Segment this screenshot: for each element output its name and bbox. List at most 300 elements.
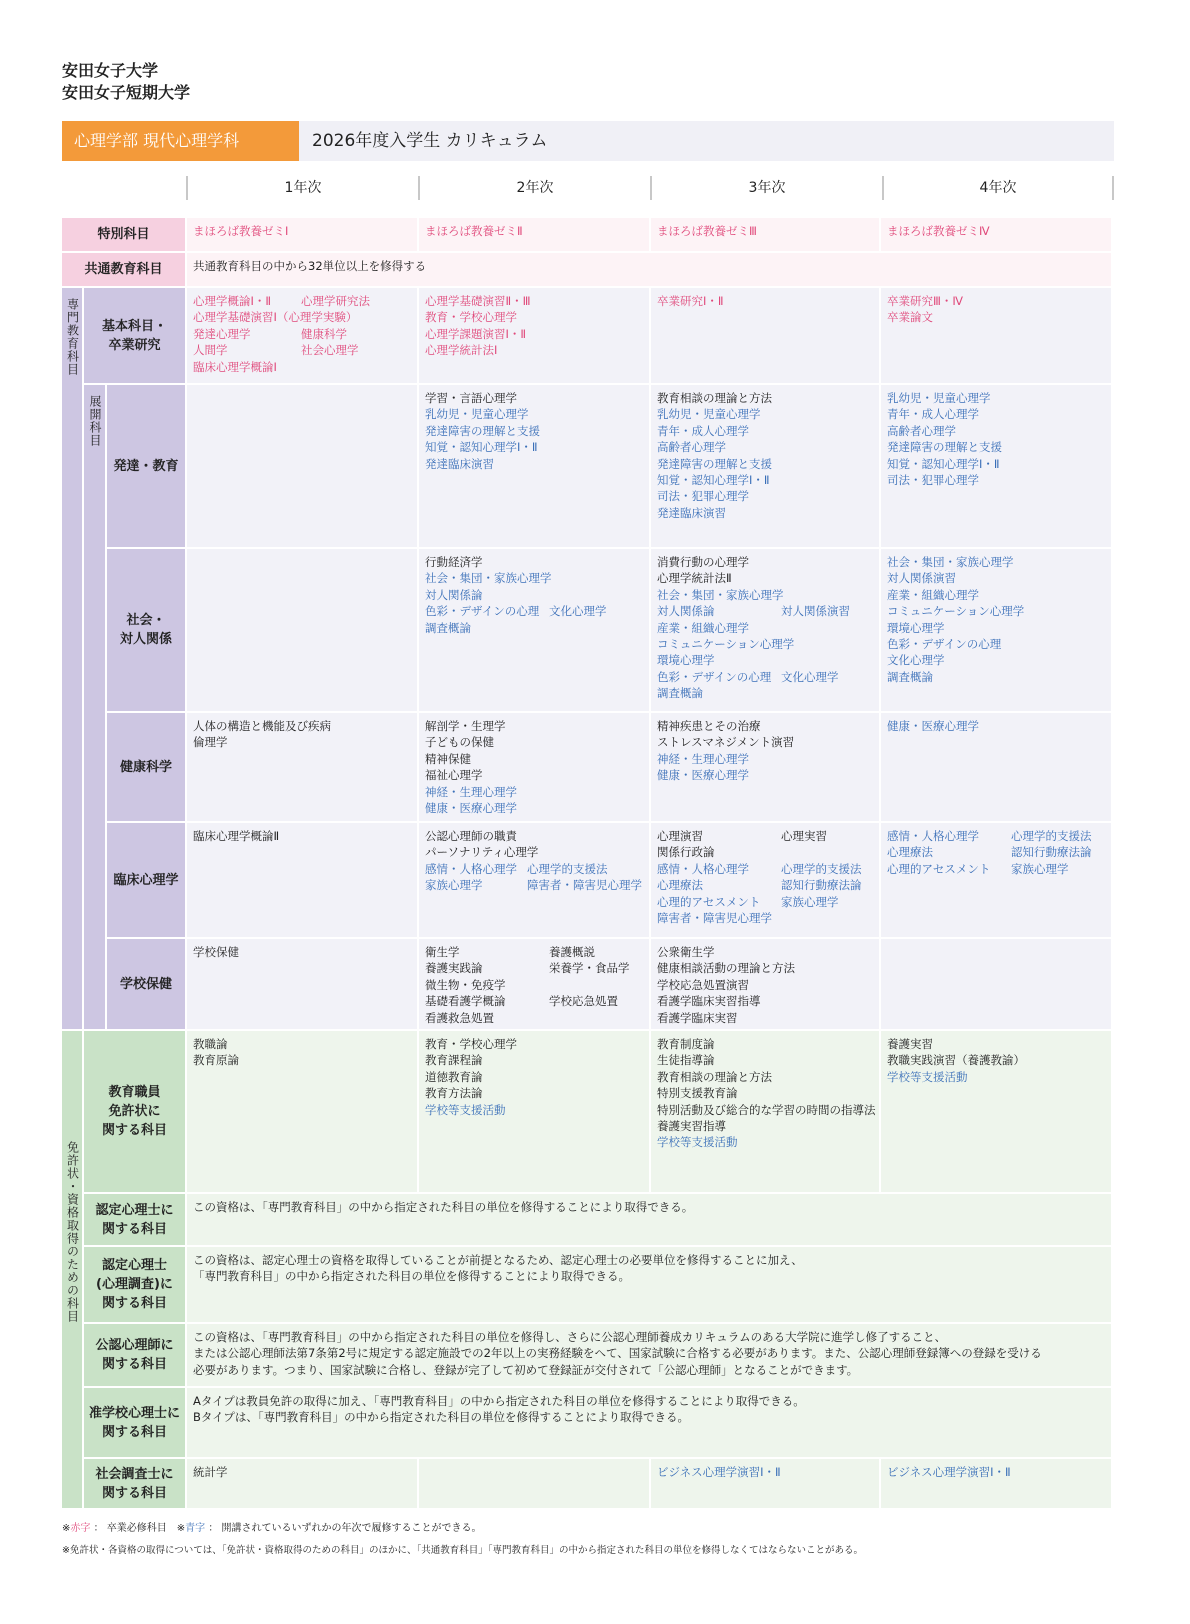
course-line bbox=[193, 1464, 411, 1480]
course-line bbox=[425, 767, 643, 783]
course-line bbox=[193, 1052, 411, 1068]
course-name: 養護概説 bbox=[549, 945, 595, 959]
course-line bbox=[657, 587, 873, 603]
course-name: 教育相談の理論と方法 bbox=[657, 391, 772, 405]
course-name: 教育方法論 bbox=[425, 1086, 483, 1101]
course-name: 発達臨床演習 bbox=[425, 456, 494, 471]
course-name: 調査概論 bbox=[887, 669, 933, 684]
course-line bbox=[657, 751, 873, 767]
course-name: 対人関係演習 bbox=[781, 604, 850, 619]
course-line bbox=[887, 423, 1105, 439]
course-line bbox=[657, 718, 873, 734]
course-line bbox=[425, 406, 643, 422]
label-license: 免許状・資格取得のための科目 bbox=[62, 1031, 82, 1508]
course-line bbox=[425, 554, 643, 570]
cert-psych-desc: この資格は、「専門教育科目」の中から指定された科目の単位を修得することにより取得できる。 bbox=[193, 1200, 694, 1214]
course-name: 消費行動の心理学 bbox=[657, 555, 749, 569]
legend-note bbox=[62, 1519, 482, 1534]
social-survey-year3-cell bbox=[651, 1459, 879, 1508]
course-name: 産業・組織心理学 bbox=[887, 587, 979, 602]
social-year3-cell bbox=[651, 549, 879, 711]
course-name: 色彩・デザインの心理 bbox=[425, 604, 540, 619]
course-line bbox=[657, 223, 873, 239]
course-name: 統計学 bbox=[193, 1465, 228, 1479]
course-line bbox=[425, 828, 643, 844]
course-name: 心理学概論Ⅰ・Ⅱ bbox=[193, 294, 272, 308]
course-name: 色彩・デザインの心理 bbox=[887, 636, 1002, 651]
course-line bbox=[657, 439, 873, 455]
course-line bbox=[425, 977, 643, 993]
course-name: 公認心理師の職責 bbox=[425, 829, 517, 843]
course-line bbox=[425, 342, 643, 358]
course-name: 対人関係演習 bbox=[887, 571, 956, 586]
course-line bbox=[425, 309, 643, 325]
course-name: 養護実習指導 bbox=[657, 1118, 726, 1133]
label-cert-psych-survey: 認定心理士 (心理調査)に 関する科目 bbox=[84, 1247, 185, 1322]
course-name: 対人関係論 bbox=[425, 587, 483, 602]
course-name: コミュニケーション心理学 bbox=[657, 636, 795, 651]
course-line bbox=[657, 767, 873, 783]
clinical-year4-cell bbox=[881, 823, 1111, 937]
course-name: 学校等支援活動 bbox=[425, 1102, 506, 1117]
course-line bbox=[425, 718, 643, 734]
health-year1-cell bbox=[187, 713, 417, 821]
course-name: 発達臨床演習 bbox=[657, 505, 726, 520]
course-name: 学校保健 bbox=[193, 945, 239, 959]
course-name: 社会心理学 bbox=[301, 343, 359, 358]
course-name: 看護学臨床実習指導 bbox=[657, 994, 761, 1009]
course-line bbox=[657, 960, 873, 976]
course-name: 乳幼児・児童心理学 bbox=[887, 391, 991, 405]
course-line bbox=[657, 977, 873, 993]
course-line bbox=[657, 1010, 873, 1026]
course-line bbox=[657, 488, 873, 504]
course-line bbox=[425, 1102, 643, 1118]
course-name: 卒業研究Ⅲ・Ⅳ bbox=[887, 294, 964, 308]
public-psych-text bbox=[187, 1324, 1111, 1386]
course-name: 教育原論 bbox=[193, 1053, 239, 1068]
course-name: 心理学課題演習Ⅰ・Ⅱ bbox=[425, 326, 527, 341]
course-name: 人間学 bbox=[193, 343, 228, 358]
year-1: 1年次 bbox=[186, 176, 418, 200]
course-name: 栄養学・食品学 bbox=[549, 961, 630, 976]
course-name: 対人関係論 bbox=[657, 604, 715, 619]
course-name: 教育・学校心理学 bbox=[425, 1037, 517, 1051]
course-line bbox=[193, 223, 411, 239]
course-name: 学校応急処置 bbox=[549, 994, 618, 1009]
course-name: 公衆衛生学 bbox=[657, 945, 715, 959]
course-name: 卒業研究Ⅰ・Ⅱ bbox=[657, 294, 724, 308]
course-name: 心理実習 bbox=[781, 829, 827, 843]
course-name: 障害者・障害児心理学 bbox=[657, 910, 772, 925]
clinical-year3-cell bbox=[651, 823, 879, 937]
course-name: 心理学的支援法 bbox=[527, 861, 608, 876]
department-title: 心理学部 現代心理学科 bbox=[62, 121, 299, 161]
course-name: 倫理学 bbox=[193, 735, 228, 750]
course-name: 人体の構造と機能及び疾病 bbox=[193, 719, 331, 733]
course-line bbox=[657, 554, 873, 570]
course-line bbox=[657, 993, 873, 1009]
course-line bbox=[193, 828, 411, 844]
course-line bbox=[657, 828, 873, 844]
basic-year1-cell bbox=[187, 288, 417, 383]
license-note: ※免許状・各資格の取得については、「免許状・資格取得のための科目」のほかに、「共通教育科目」「専門教育科目」の中から指定された科目の単位を修得しなくてはならないことがある。 bbox=[62, 1545, 864, 1556]
course-line bbox=[193, 359, 411, 375]
curriculum-table bbox=[62, 218, 1111, 1508]
course-line bbox=[887, 603, 1105, 619]
course-line bbox=[425, 1085, 643, 1101]
course-line bbox=[425, 960, 643, 976]
course-name: 家族心理学 bbox=[1011, 861, 1069, 876]
course-name: 健康・医療心理学 bbox=[425, 800, 517, 815]
clinical-year2-cell bbox=[419, 823, 649, 937]
course-name: 家族心理学 bbox=[425, 878, 483, 893]
course-line bbox=[657, 603, 873, 619]
course-line bbox=[887, 636, 1105, 652]
course-line bbox=[425, 861, 643, 877]
health-year4-cell bbox=[881, 713, 1111, 821]
course-name: 発達障害の理解と支援 bbox=[425, 423, 540, 438]
basic-year4-cell bbox=[881, 288, 1111, 383]
course-name: 社会・集団・家族心理学 bbox=[657, 587, 784, 602]
course-line bbox=[657, 944, 873, 960]
course-line bbox=[657, 910, 873, 926]
course-line bbox=[887, 293, 1105, 309]
course-line bbox=[425, 570, 643, 586]
course-line bbox=[887, 828, 1105, 844]
cert-psych-survey-text bbox=[187, 1247, 1111, 1322]
course-name: 看護学臨床実習 bbox=[657, 1010, 738, 1025]
course-line bbox=[657, 406, 873, 422]
common-requirement bbox=[187, 253, 1111, 286]
course-name: 心理学基礎演習Ⅰ（心理学実験） bbox=[193, 310, 358, 325]
basic-year3-cell bbox=[651, 288, 879, 383]
common-text: 共通教育科目の中から32単位以上を修得する bbox=[193, 259, 427, 273]
label-school-psych: 准学校心理士に 関する科目 bbox=[84, 1388, 185, 1457]
basic-year2-cell bbox=[419, 288, 649, 383]
teacher-year1-cell bbox=[187, 1031, 417, 1192]
school-psych-text bbox=[187, 1388, 1111, 1457]
course-name: 感情・人格心理学 bbox=[425, 861, 517, 876]
course-name: 神経・生理心理学 bbox=[657, 751, 749, 766]
course-name: 調査概論 bbox=[425, 620, 471, 635]
course-name: 教職実践演習（養護教諭） bbox=[887, 1053, 1025, 1068]
course-line bbox=[425, 944, 643, 960]
course-name: 心理療法 bbox=[657, 878, 703, 893]
course-line bbox=[657, 669, 873, 685]
course-name: 教職論 bbox=[193, 1037, 228, 1051]
course-name: 家族心理学 bbox=[781, 894, 839, 909]
label-health: 健康科学 bbox=[107, 713, 185, 821]
social-survey-year4-cell bbox=[881, 1459, 1111, 1508]
course-line bbox=[887, 456, 1105, 472]
course-line bbox=[887, 439, 1105, 455]
course-line bbox=[887, 652, 1105, 668]
course-name: 心理学基礎演習Ⅱ・Ⅲ bbox=[425, 294, 531, 308]
course-name: 学校等支援活動 bbox=[887, 1069, 968, 1084]
note-mark: ※ bbox=[62, 1523, 71, 1534]
school-psych-desc: Aタイプは教員免許の取得に加え、「専門教育科目」の中から指定された科目の単位を修得することにより取得できる。 Bタイプは、「専門教育科目」の中から指定された科目の単位を修得することにより取得できる。 bbox=[193, 1394, 805, 1425]
course-name: まほろば教養ゼミⅠ bbox=[193, 224, 289, 238]
course-name: 知覚・認知心理学Ⅰ・Ⅱ bbox=[887, 456, 1000, 471]
teacher-year2-cell bbox=[419, 1031, 649, 1192]
course-line bbox=[425, 1052, 643, 1068]
course-name: まほろば教養ゼミⅡ bbox=[425, 224, 523, 238]
course-name: 教育課程論 bbox=[425, 1053, 483, 1068]
course-line bbox=[887, 1069, 1105, 1085]
course-line bbox=[657, 636, 873, 652]
course-name: 行動経済学 bbox=[425, 555, 483, 569]
course-name: 衛生学 bbox=[425, 945, 460, 959]
course-name: 教育相談の理論と方法 bbox=[657, 1069, 772, 1084]
dev-year4-cell bbox=[881, 385, 1111, 547]
special-year4-cell bbox=[881, 218, 1111, 251]
course-line bbox=[657, 1118, 873, 1134]
course-name: 心理学研究法 bbox=[301, 294, 370, 308]
course-line bbox=[887, 861, 1105, 877]
year-4: 4年次 bbox=[882, 176, 1114, 200]
course-name: 関係行政論 bbox=[657, 845, 715, 860]
course-name: 乳幼児・児童心理学 bbox=[657, 407, 761, 422]
course-name: 知覚・認知心理学Ⅰ・Ⅱ bbox=[425, 440, 538, 455]
course-line bbox=[425, 993, 643, 1009]
university-name: 安田女子大学 bbox=[62, 61, 159, 80]
course-name: 生徒指導論 bbox=[657, 1053, 715, 1068]
course-line bbox=[657, 620, 873, 636]
course-name: 産業・組織心理学 bbox=[657, 620, 749, 635]
course-name: 子どもの保健 bbox=[425, 735, 494, 750]
label-social: 社会・ 対人関係 bbox=[107, 549, 185, 711]
course-line bbox=[193, 718, 411, 734]
course-name: 心理学統計法Ⅱ bbox=[657, 571, 732, 586]
dev-year1-cell bbox=[187, 385, 417, 547]
label-common: 共通教育科目 bbox=[62, 253, 185, 286]
course-name: 養護実習 bbox=[887, 1037, 933, 1051]
course-name: 社会・集団・家族心理学 bbox=[887, 555, 1014, 569]
course-line bbox=[657, 734, 873, 750]
course-name: 環境心理学 bbox=[887, 620, 945, 635]
course-name: 心理的アセスメント bbox=[657, 894, 761, 909]
course-line bbox=[887, 406, 1105, 422]
course-line bbox=[425, 1036, 643, 1052]
course-name: 福祉心理学 bbox=[425, 768, 483, 783]
label-social-survey: 社会調査士に 関する科目 bbox=[84, 1459, 185, 1508]
course-line bbox=[887, 390, 1105, 406]
social-survey-year1-cell bbox=[187, 1459, 417, 1508]
social-year4-cell bbox=[881, 549, 1111, 711]
course-name: 社会・集団・家族心理学 bbox=[425, 571, 552, 586]
course-name: 感情・人格心理学 bbox=[887, 829, 979, 843]
course-line bbox=[657, 1464, 873, 1480]
label-special: 特別科目 bbox=[62, 218, 185, 251]
course-line bbox=[657, 456, 873, 472]
course-name: 特別活動及び総合的な学習の時間の指導法 bbox=[657, 1102, 876, 1117]
public-psych-desc: この資格は、「専門教育科目」の中から指定された科目の単位を修得し、さらに公認心理師養成カリキュラムのある大学院に進学し修了すること、 または公認心理師法第7条第2号に規定する認定施設での2年以上の実務経験をへて、国家試験に合格する必要があります。また、公認心理師登録簿への登録を受ける 必要があります。つまり、国家試験に合格し、登録が完了して初めて登録証が交付されて「公認心理師」となることができます。 bbox=[193, 1330, 1042, 1377]
course-name: コミュニケーション心理学 bbox=[887, 604, 1025, 619]
college-name: 安田女子短期大学 bbox=[62, 83, 191, 102]
year-header bbox=[186, 176, 1114, 200]
course-name: まほろば教養ゼミⅢ bbox=[657, 224, 757, 238]
course-name: 養護実践論 bbox=[425, 961, 483, 976]
course-line bbox=[657, 652, 873, 668]
course-line bbox=[425, 390, 643, 406]
course-line bbox=[425, 439, 643, 455]
course-line bbox=[657, 505, 873, 521]
course-name: 健康相談活動の理論と方法 bbox=[657, 961, 795, 976]
school-health-year4-cell bbox=[881, 939, 1111, 1029]
course-name: 心理学的支援法 bbox=[1011, 829, 1092, 843]
course-line bbox=[425, 326, 643, 342]
course-name: 発達障害の理解と支援 bbox=[657, 456, 772, 471]
dev-year2-cell bbox=[419, 385, 649, 547]
title-bar bbox=[62, 121, 1114, 161]
course-line bbox=[657, 390, 873, 406]
course-name: 特別支援教育論 bbox=[657, 1086, 738, 1101]
label-major: 専門教育科目 bbox=[62, 288, 82, 1029]
health-year3-cell bbox=[651, 713, 879, 821]
course-line bbox=[657, 685, 873, 701]
course-line bbox=[425, 587, 643, 603]
course-name: 精神保健 bbox=[425, 751, 471, 766]
course-name: 知覚・認知心理学Ⅰ・Ⅱ bbox=[657, 472, 770, 487]
course-line bbox=[657, 1134, 873, 1150]
label-cert-psych: 認定心理士に 関する科目 bbox=[84, 1194, 185, 1245]
course-line bbox=[425, 293, 643, 309]
teacher-year4-cell bbox=[881, 1031, 1111, 1192]
course-name: 調査概論 bbox=[657, 686, 703, 701]
course-line bbox=[657, 1102, 876, 1118]
course-name: ストレスマネジメント演習 bbox=[657, 735, 795, 750]
course-name: 健康・医療心理学 bbox=[657, 768, 749, 783]
course-line bbox=[657, 1085, 873, 1101]
social-survey-year2-cell bbox=[419, 1459, 649, 1508]
course-name: 文化心理学 bbox=[549, 604, 607, 619]
course-name: 解剖学・生理学 bbox=[425, 719, 506, 733]
course-name: 教育・学校心理学 bbox=[425, 310, 517, 325]
special-year1-cell bbox=[187, 218, 417, 251]
course-name: 心理療法 bbox=[887, 845, 933, 860]
curriculum-title: 2026年度入学生 カリキュラム bbox=[312, 131, 548, 151]
course-name: ビジネス心理学演習Ⅰ・Ⅱ bbox=[657, 1465, 781, 1479]
course-line bbox=[193, 734, 411, 750]
course-line bbox=[425, 734, 643, 750]
school-health-year3-cell bbox=[651, 939, 879, 1029]
course-line bbox=[425, 751, 643, 767]
label-advanced: 展開科目 bbox=[84, 385, 105, 1029]
course-line bbox=[425, 423, 643, 439]
course-line bbox=[425, 1069, 643, 1085]
course-name: 健康科学 bbox=[301, 326, 347, 341]
special-year3-cell bbox=[651, 218, 879, 251]
course-line bbox=[425, 456, 643, 472]
school-health-year1-cell bbox=[187, 939, 417, 1029]
course-line bbox=[887, 554, 1105, 570]
course-line bbox=[193, 944, 411, 960]
course-name: 障害者・障害児心理学 bbox=[527, 878, 642, 893]
course-name: 学校等支援活動 bbox=[657, 1135, 738, 1150]
course-line bbox=[193, 293, 411, 309]
health-year2-cell bbox=[419, 713, 649, 821]
label-basic: 基本科目・ 卒業研究 bbox=[84, 288, 185, 383]
course-name: 文化心理学 bbox=[781, 669, 839, 684]
course-line bbox=[887, 587, 1105, 603]
course-name: ビジネス心理学演習Ⅰ・Ⅱ bbox=[887, 1465, 1011, 1479]
course-name: 臨床心理学概論Ⅰ bbox=[193, 359, 277, 374]
course-line bbox=[887, 1464, 1105, 1480]
course-name: 青年・成人心理学 bbox=[887, 407, 979, 422]
course-name: 文化心理学 bbox=[887, 653, 945, 668]
teacher-year3-cell bbox=[651, 1031, 879, 1192]
course-name: 高齢者心理学 bbox=[887, 423, 956, 438]
course-line bbox=[887, 472, 1105, 488]
course-name: 発達心理学 bbox=[193, 326, 251, 341]
year-2: 2年次 bbox=[418, 176, 650, 200]
course-line bbox=[887, 669, 1105, 685]
course-line bbox=[425, 784, 643, 800]
course-line bbox=[425, 603, 643, 619]
course-line bbox=[657, 293, 873, 309]
course-name: 道徳教育論 bbox=[425, 1069, 483, 1084]
course-name: 卒業論文 bbox=[887, 310, 933, 325]
course-name: 環境心理学 bbox=[657, 653, 715, 668]
social-year1-cell bbox=[187, 549, 417, 711]
course-line bbox=[193, 326, 411, 342]
course-line bbox=[887, 570, 1105, 586]
course-name: 乳幼児・児童心理学 bbox=[425, 407, 529, 422]
course-line bbox=[193, 342, 411, 358]
course-line bbox=[887, 844, 1105, 860]
course-line bbox=[657, 894, 873, 910]
course-name: 神経・生理心理学 bbox=[425, 784, 517, 799]
label-dev: 発達・教育 bbox=[107, 385, 185, 547]
course-line bbox=[657, 844, 873, 860]
course-line bbox=[425, 223, 643, 239]
cert-psych-survey-desc: この資格は、認定心理士の資格を取得していることが前提となるため、認定心理士の必要単位を修得することに加え、 「専門教育科目」の中から指定された科目の単位を修得することにより取得できる。 bbox=[193, 1253, 803, 1284]
course-name: 健康・医療心理学 bbox=[887, 719, 979, 733]
course-line bbox=[657, 570, 873, 586]
course-line bbox=[657, 472, 873, 488]
course-line bbox=[887, 620, 1105, 636]
course-name: 高齢者心理学 bbox=[657, 440, 726, 455]
course-line bbox=[887, 309, 1105, 325]
course-name: 基礎看護学概論 bbox=[425, 994, 506, 1009]
social-year2-cell bbox=[419, 549, 649, 711]
year-3: 3年次 bbox=[650, 176, 882, 200]
course-name: 心理学的支援法 bbox=[781, 861, 862, 876]
course-name: 微生物・免疫学 bbox=[425, 977, 506, 992]
course-line bbox=[193, 1036, 411, 1052]
label-teacher: 教育職員 免許状に 関する科目 bbox=[84, 1031, 185, 1192]
course-name: 学習・言語心理学 bbox=[425, 391, 517, 405]
course-line bbox=[887, 223, 1105, 239]
course-line bbox=[887, 1052, 1105, 1068]
label-clinical: 臨床心理学 bbox=[107, 823, 185, 937]
course-line bbox=[657, 423, 873, 439]
course-line bbox=[887, 718, 1105, 734]
course-line bbox=[887, 1036, 1105, 1052]
course-line bbox=[425, 620, 643, 636]
note-blue-word: 青字 bbox=[185, 1523, 206, 1534]
note-red-desc: ： 卒業必修科目 ※ bbox=[90, 1523, 186, 1534]
course-line bbox=[425, 800, 643, 816]
note-blue-desc: ： 開講されているいずれかの年次で履修することができる。 bbox=[205, 1523, 482, 1534]
course-line bbox=[657, 861, 873, 877]
course-name: 色彩・デザインの心理 bbox=[657, 669, 772, 684]
course-line bbox=[425, 844, 643, 860]
course-name: まほろば教養ゼミⅣ bbox=[887, 224, 990, 238]
course-line bbox=[425, 1010, 643, 1026]
course-name: 司法・犯罪心理学 bbox=[657, 489, 749, 504]
